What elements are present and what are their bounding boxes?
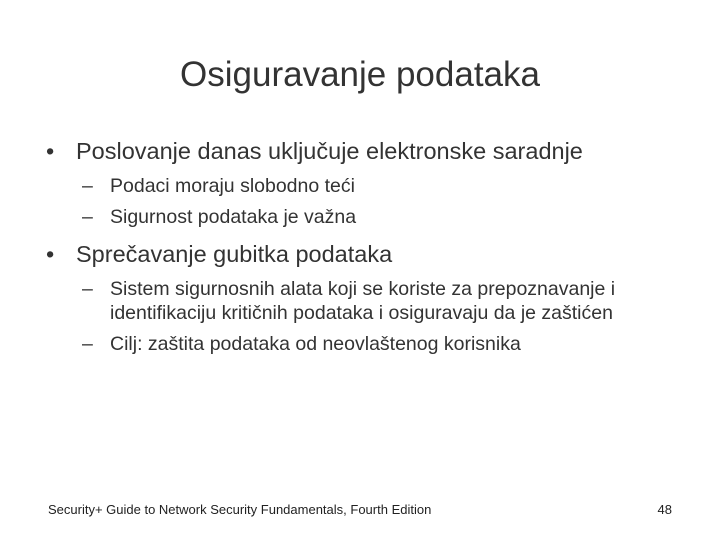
sub-bullet-list <box>46 174 686 229</box>
bullet-marker: • <box>46 138 55 164</box>
sub-bullet-item <box>46 205 686 229</box>
slide-content <box>46 136 686 366</box>
bullet-marker: • <box>46 241 55 267</box>
sub-bullet-marker: – <box>82 333 93 355</box>
sub-bullet-marker: – <box>82 206 93 228</box>
slide-title: Osiguravanje podataka <box>180 55 540 94</box>
sub-bullet-item <box>46 174 686 198</box>
bullet-item <box>46 239 686 269</box>
sub-bullet-text: Cilj: zaštita podataka od neovlaštenog korisnika <box>110 333 521 355</box>
bullet-item <box>46 136 686 166</box>
sub-bullet-text: Sistem sigurnosnih alata koji se koriste za prepoznavanje i identifikaciju kritičnih podataka i osiguravaju da je zaštićen <box>110 278 616 324</box>
page-number: 48 <box>657 502 672 517</box>
sub-bullet-marker: – <box>82 278 93 300</box>
sub-bullet-text: Podaci moraju slobodno teći <box>110 175 355 197</box>
sub-bullet-list <box>46 277 686 356</box>
sub-bullet-item <box>46 332 686 356</box>
sub-bullet-item <box>46 277 686 325</box>
bullet-text: Poslovanje danas uključuje elektronske saradnje <box>76 138 583 164</box>
sub-bullet-text: Sigurnost podataka je važna <box>110 206 357 228</box>
footer-source: Security+ Guide to Network Security Fundamentals, Fourth Edition <box>48 502 432 517</box>
sub-bullet-marker: – <box>82 175 93 197</box>
bullet-text: Sprečavanje gubitka podataka <box>76 241 393 267</box>
